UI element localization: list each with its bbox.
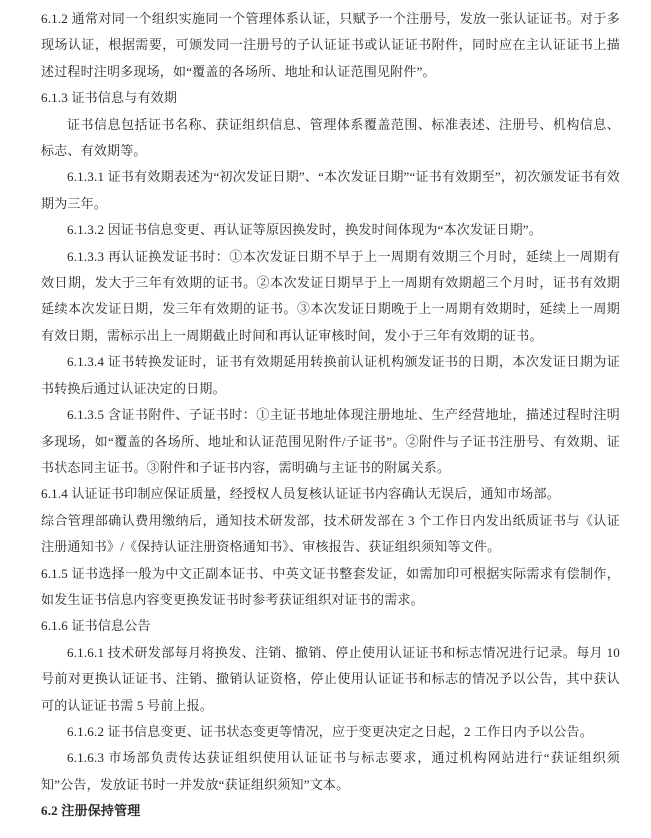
paragraph-6-1-3-intro: 证书信息包括证书名称、获证组织信息、管理体系覆盖范围、标准表述、注册号、机构信息、标志、有效期等。	[41, 116, 620, 159]
paragraph-6-1-4: 6.1.4 认证证书印制应保证质量，经授权人员复核认证证书内容确认无误后，通知市场部。	[41, 486, 560, 502]
paragraph-6-1-4-cont: 综合管理部确认费用缴纳后，通知技术研发部，技术研发部在 3 个工作日内发出纸质证书与《认证注册通知书》/《保持认证注册资格通知书》、审核报告、获证组织须知等文件。	[41, 512, 620, 555]
paragraph-6-1-3-5: 6.1.3.5 含证书附件、子证书时：①主证书地址体现注册地址、生产经营地址，描述过程时注明多现场，如“覆盖的各场所、地址和认证范围见附件/子证书”。②附件与子证书注册号、有效期、证书状态同主证书。③附件和子证书内容，需明确与主证书的附属关系。	[41, 407, 620, 475]
paragraph-6-1-3-1: 6.1.3.1 证书有效期表述为“初次发证日期”、“本次发证日期”“证书有效期至”，初次颁发证书有效期为三年。	[41, 169, 620, 211]
paragraph-6-1-2: 6.1.2 通常对同一个组织实施同一个管理体系认证，只赋予一个注册号，发放一张认证证书。对于多现场认证，根据需要，可颁发同一注册号的子认证证书或认证证书附件，同时应在主认证证书上描述过程时注明多现场，如“覆盖的各场所、地址和认证范围见附件”。	[41, 11, 620, 79]
paragraph-6-1-3-4: 6.1.3.4 证书转换发证时，证书有效期延用转换前认证机构颁发证书的日期，本次发证日期为证书转换后通过认证决定的日期。	[41, 354, 620, 396]
heading-6-1-6: 6.1.6 证书信息公告	[41, 618, 151, 634]
paragraph-6-1-3-3: 6.1.3.3 再认证换发证书时：①本次发证日期不早于上一周期有效期三个月时，延续上一周期有效日期，发大于三年有效期的证书。②本次发证日期早于上一周期有效期超三个月时，证书有效期延续本次发证日期，发三年有效期的证书。③本次发证日期晚于上一周期有效期时，延续上一周期有效日期，需标示出上一周期截止时间和再认证审核时间，发小于三年有效期的证书。	[41, 248, 620, 343]
heading-6-2: 6.2 注册保持管理	[41, 803, 141, 819]
paragraph-6-1-6-2: 6.1.6.2 证书信息变更、证书状态变更等情况，应于变更决定之日起，2 工作日内予以公告。	[67, 723, 593, 739]
document-body	[41, 6, 620, 825]
paragraph-6-1-3-2: 6.1.3.2 因证书信息变更、再认证等原因换发时，换发时间体现为“本次发证日期”。	[67, 222, 542, 238]
paragraph-6-1-6-1: 6.1.6.1 技术研发部每月将换发、注销、撤销、停止使用认证证书和标志情况进行记录。每月 10 号前对更换认证证书、注销、撤销认证资格，停止使用认证证书和标志的情况予以公告，其中获认可的认证证书需 5 号前上报。	[41, 644, 620, 713]
paragraph-6-1-5: 6.1.5 证书选择一般为中文正副本证书、中英文证书整套发证，如需加印可根据实际需求有偿制作，如发生证书信息内容变更换发证书时参考获证组织对证书的需求。	[41, 565, 620, 607]
heading-6-1-3: 6.1.3 证书信息与有效期	[41, 90, 178, 106]
paragraph-6-1-6-3: 6.1.6.3 市场部负责传达获证组织使用认证证书与标志要求，通过机构网站进行“获证组织须知”公告，发放证书时一并发放“获证组织须知”文本。	[41, 750, 620, 792]
